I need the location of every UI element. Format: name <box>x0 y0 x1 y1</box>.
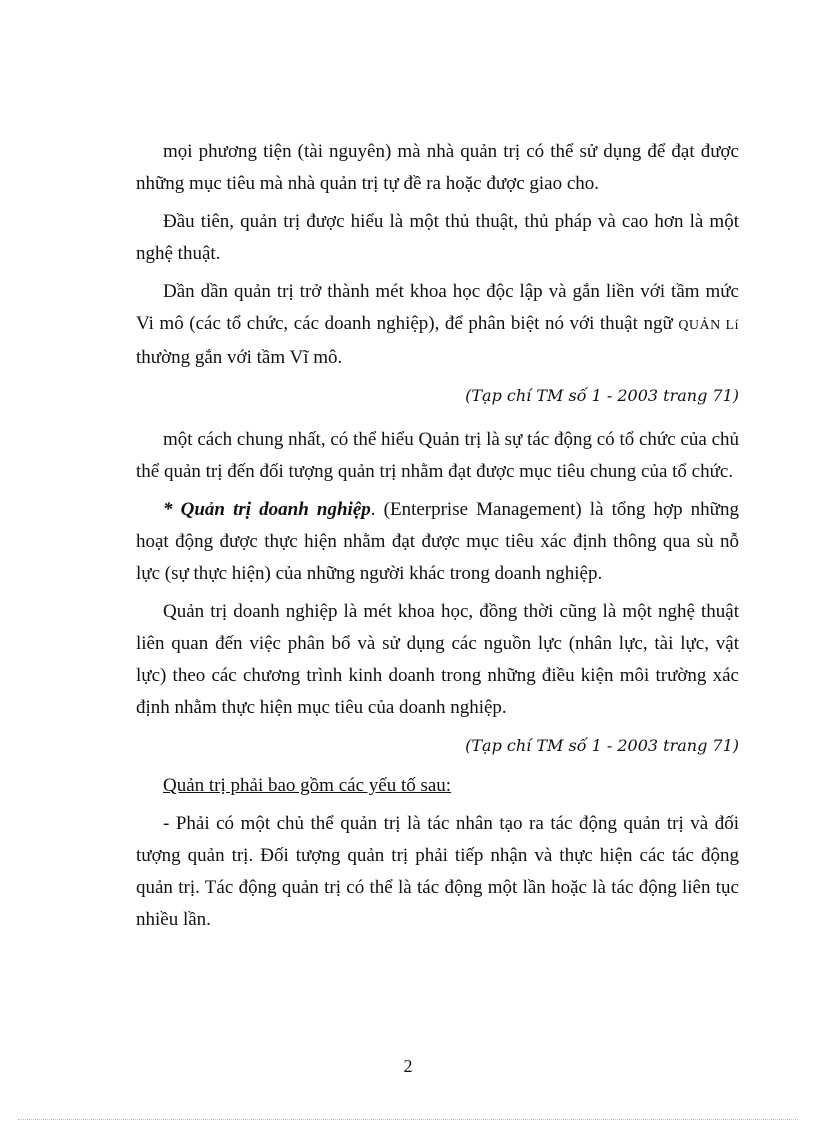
page-body <box>136 136 739 936</box>
paragraph-5 <box>136 494 739 590</box>
section-heading <box>136 770 739 802</box>
paragraph-3-text-b: thường gắn với tầm Vĩ mô. <box>136 347 343 368</box>
section-heading-text: Quản trị phải bao gồm các yếu tố sau: <box>163 775 452 796</box>
paragraph-3-text-a: Dần dần quản trị trở thành mét khoa học độc lập và gắn liền với tầm mức Vi mô (các tổ chức, các doanh nghiệp), để phân biệt nó với thuật ngữ <box>136 281 739 334</box>
paragraph-6: Quản trị doanh nghiệp là mét khoa học, đồng thời cũng là một nghệ thuật liên quan đến việc phân bổ và sử dụng các nguồn lực (nhân lực, tài lực, vật lực) theo các chương trình kinh doanh trong những điều kiện môi trường xác định nhằm thực hiện mục tiêu của doanh nghiệp. <box>136 601 739 718</box>
paragraph-1: mọi phương tiện (tài nguyên) mà nhà quản trị có thể sử dụng để đạt được những mục tiêu mà nhà quản trị tự đề ra hoặc được giao cho. <box>136 141 739 194</box>
paragraph-5-text: . (Enterprise Management) là tổng hợp những hoạt động được thực hiện nhằm đạt được mục tiêu xác định thông qua sù nỗ lực (sự thực hiện) của những người khác trong doanh nghiệp. <box>136 499 739 584</box>
page-bottom-divider <box>18 1119 798 1120</box>
citation-2: (Tạp chí TM số 1 - 2003 trang 71) <box>465 736 739 755</box>
paragraph-2: Đầu tiên, quản trị được hiểu là một thủ thuật, thủ pháp và cao hơn là một nghệ thuật. <box>136 211 739 264</box>
paragraph-3 <box>136 276 739 374</box>
page-number: 2 <box>403 1056 413 1076</box>
paragraph-3-smallcaps: QUẢN Lí <box>678 318 740 333</box>
paragraph-7: - Phải có một chủ thể quản trị là tác nhân tạo ra tác động quản trị và đối tượng quản trị. Đối tượng quản trị phải tiếp nhận và thực hiện các tác động quản trị. Tác động quản trị có thể là tác động một lần hoặc là tác động liên tục nhiều lần. <box>136 813 739 930</box>
paragraph-4: một cách chung nhất, có thể hiểu Quản trị là sự tác động có tổ chức của chủ thể quản trị đến đối tượng quản trị nhằm đạt được mục tiêu chung của tổ chức. <box>136 429 739 482</box>
term-enterprise-management: * Quản trị doanh nghiệp <box>163 499 371 520</box>
citation-1: (Tạp chí TM số 1 - 2003 trang 71) <box>465 386 739 405</box>
